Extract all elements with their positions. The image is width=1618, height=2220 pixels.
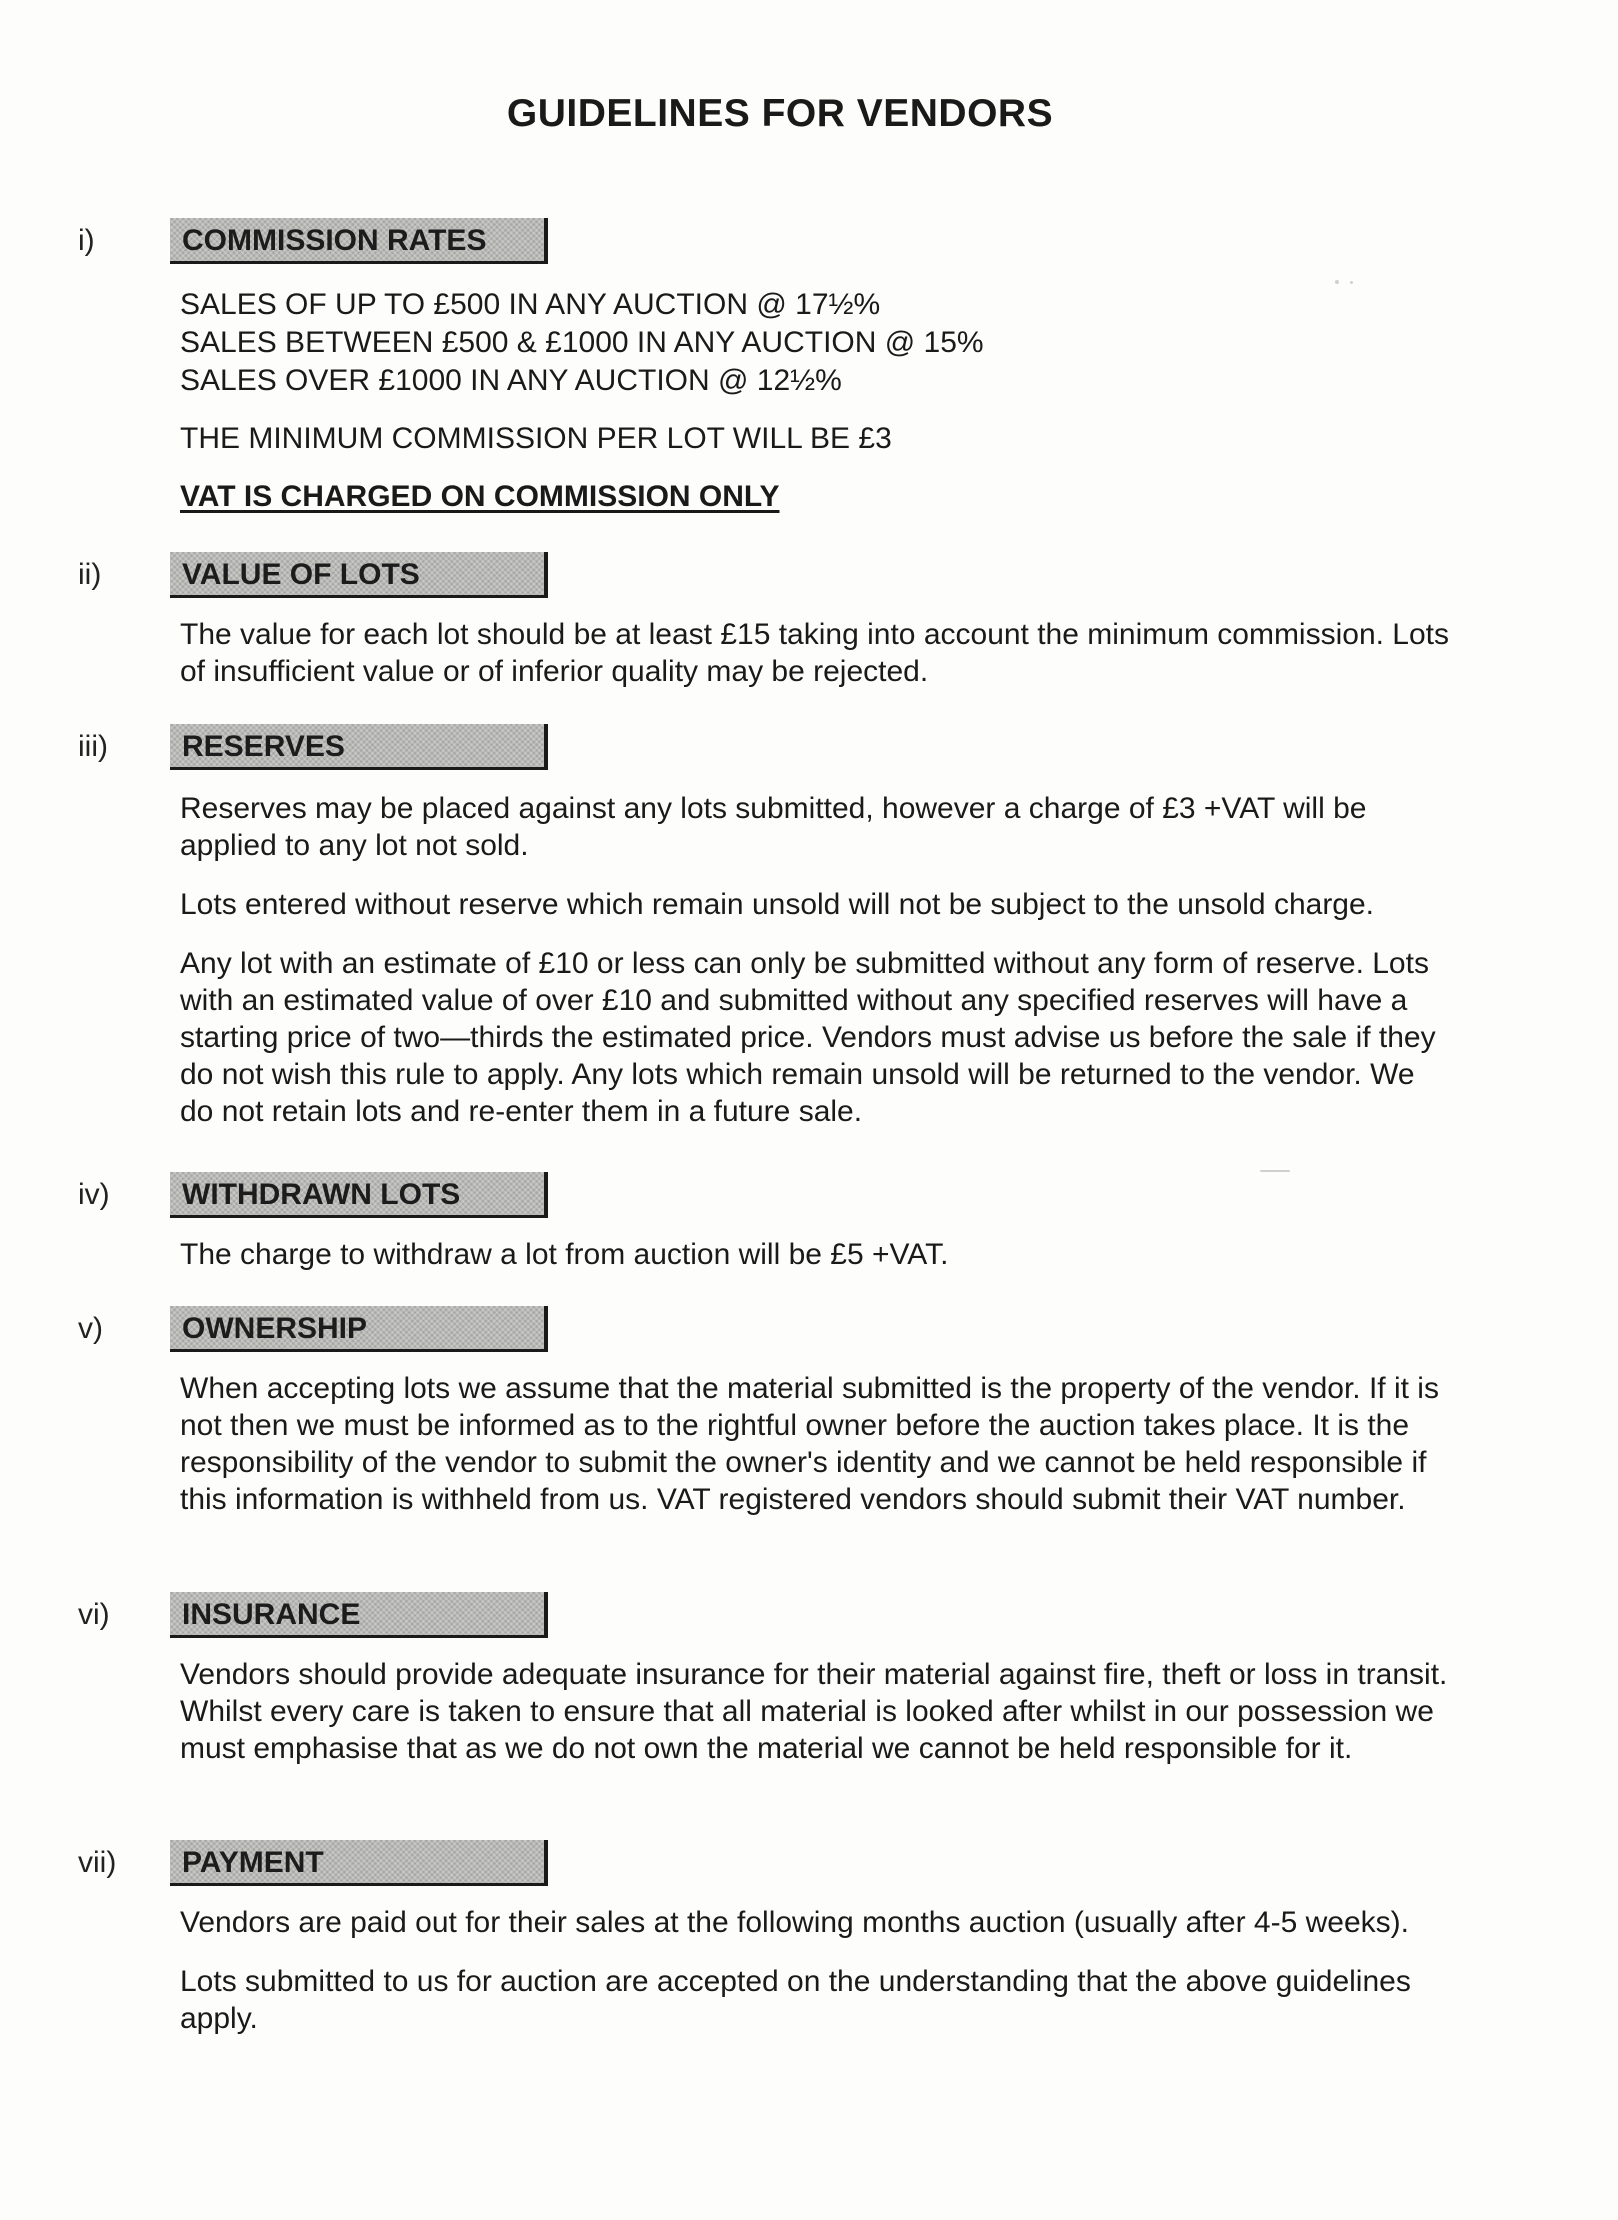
section-heading-bar: [170, 1172, 548, 1218]
section-heading: INSURANCE: [182, 1598, 361, 1631]
section-body: [180, 1656, 1470, 1789]
section-heading-bar: [170, 724, 548, 770]
section-paragraph: Any lot with an estimate of £10 or less can only be submitted without any form of reserve. Lots with an estimated value of over £10 and submitted without any specified reserves will have a starting price of two—thirds the estimated price. Vendors must advise us before the sale if they do not wish this rule to apply. Any lots which remain unsold will be returned to the vendor. We do not retain lots and re-enter them in a future sale.: [180, 947, 1436, 1128]
page-title: GUIDELINES FOR VENDORS: [506, 92, 1054, 135]
section-paragraph: Lots entered without reserve which remain unsold will not be subject to the unsold charge.: [180, 888, 1375, 921]
section-heading: PAYMENT: [182, 1846, 324, 1879]
scan-speck: [1260, 1170, 1290, 1172]
section-body: [180, 1236, 1470, 1295]
section-paragraph: The value for each lot should be at least £15 taking into account the minimum commission. Lots of insufficient value or of inferior quality may be rejected.: [180, 618, 1450, 688]
section-heading-bar: [170, 1592, 548, 1638]
section-numeral: i): [78, 224, 95, 257]
section-body: [180, 1904, 1470, 2059]
commission-rate-line: SALES OF UP TO £500 IN ANY AUCTION @ 17½%: [180, 288, 881, 321]
section-heading: VALUE OF LOTS: [182, 558, 420, 591]
section-paragraph: Reserves may be placed against any lots submitted, however a charge of £3 +VAT will be applied to any lot not sold.: [180, 792, 1367, 862]
section-numeral: v): [78, 1312, 103, 1345]
minimum-commission-note: THE MINIMUM COMMISSION PER LOT WILL BE £3: [180, 422, 892, 455]
section-heading: RESERVES: [182, 730, 345, 763]
scan-speck: [1335, 280, 1339, 284]
commission-rate-line: SALES OVER £1000 IN ANY AUCTION @ 12½%: [180, 364, 842, 397]
section-heading: OWNERSHIP: [182, 1312, 368, 1345]
scan-speck: [1350, 281, 1353, 284]
section-heading: COMMISSION RATES: [182, 224, 487, 257]
section-numeral: vi): [78, 1598, 110, 1631]
section-numeral: vii): [78, 1846, 117, 1879]
section-paragraph: Vendors should provide adequate insurance for their material against fire, theft or loss in transit. Whilst every care is taken to ensure that all material is looked after whilst in our possession we must emphasise that as we do not own the material we cannot be held responsible for it.: [180, 1658, 1448, 1765]
section-heading-bar: [170, 552, 548, 598]
section-paragraph: When accepting lots we assume that the material submitted is the property of the vendor. If it is not then we must be informed as to the rightful owner before the auction takes place. It is the responsibility of the vendor to submit the owner's identity and we cannot be held responsible if this information is withheld from us. VAT registered vendors should submit their VAT number.: [180, 1372, 1439, 1516]
vat-note: VAT IS CHARGED ON COMMISSION ONLY: [180, 480, 780, 513]
section-paragraph: The charge to withdraw a lot from auction will be £5 +VAT.: [180, 1238, 949, 1271]
section-paragraph: Lots submitted to us for auction are accepted on the understanding that the above guidelines apply.: [180, 1965, 1411, 2035]
section-body: [180, 286, 1470, 516]
section-heading-bar: [170, 1840, 548, 1886]
section-numeral: iii): [78, 730, 108, 763]
commission-rate-line: SALES BETWEEN £500 & £1000 IN ANY AUCTION @ 15%: [180, 326, 984, 359]
section-body: [180, 790, 1470, 1152]
section-heading: WITHDRAWN LOTS: [182, 1178, 461, 1211]
section-numeral: ii): [78, 558, 102, 591]
section-body: [180, 616, 1470, 712]
section-body: [180, 1370, 1470, 1540]
section-numeral: iv): [78, 1178, 110, 1211]
section-paragraph: Vendors are paid out for their sales at the following months auction (usually after 4-5 weeks).: [180, 1906, 1409, 1939]
section-heading-bar: [170, 218, 548, 264]
section-heading-bar: [170, 1306, 548, 1352]
